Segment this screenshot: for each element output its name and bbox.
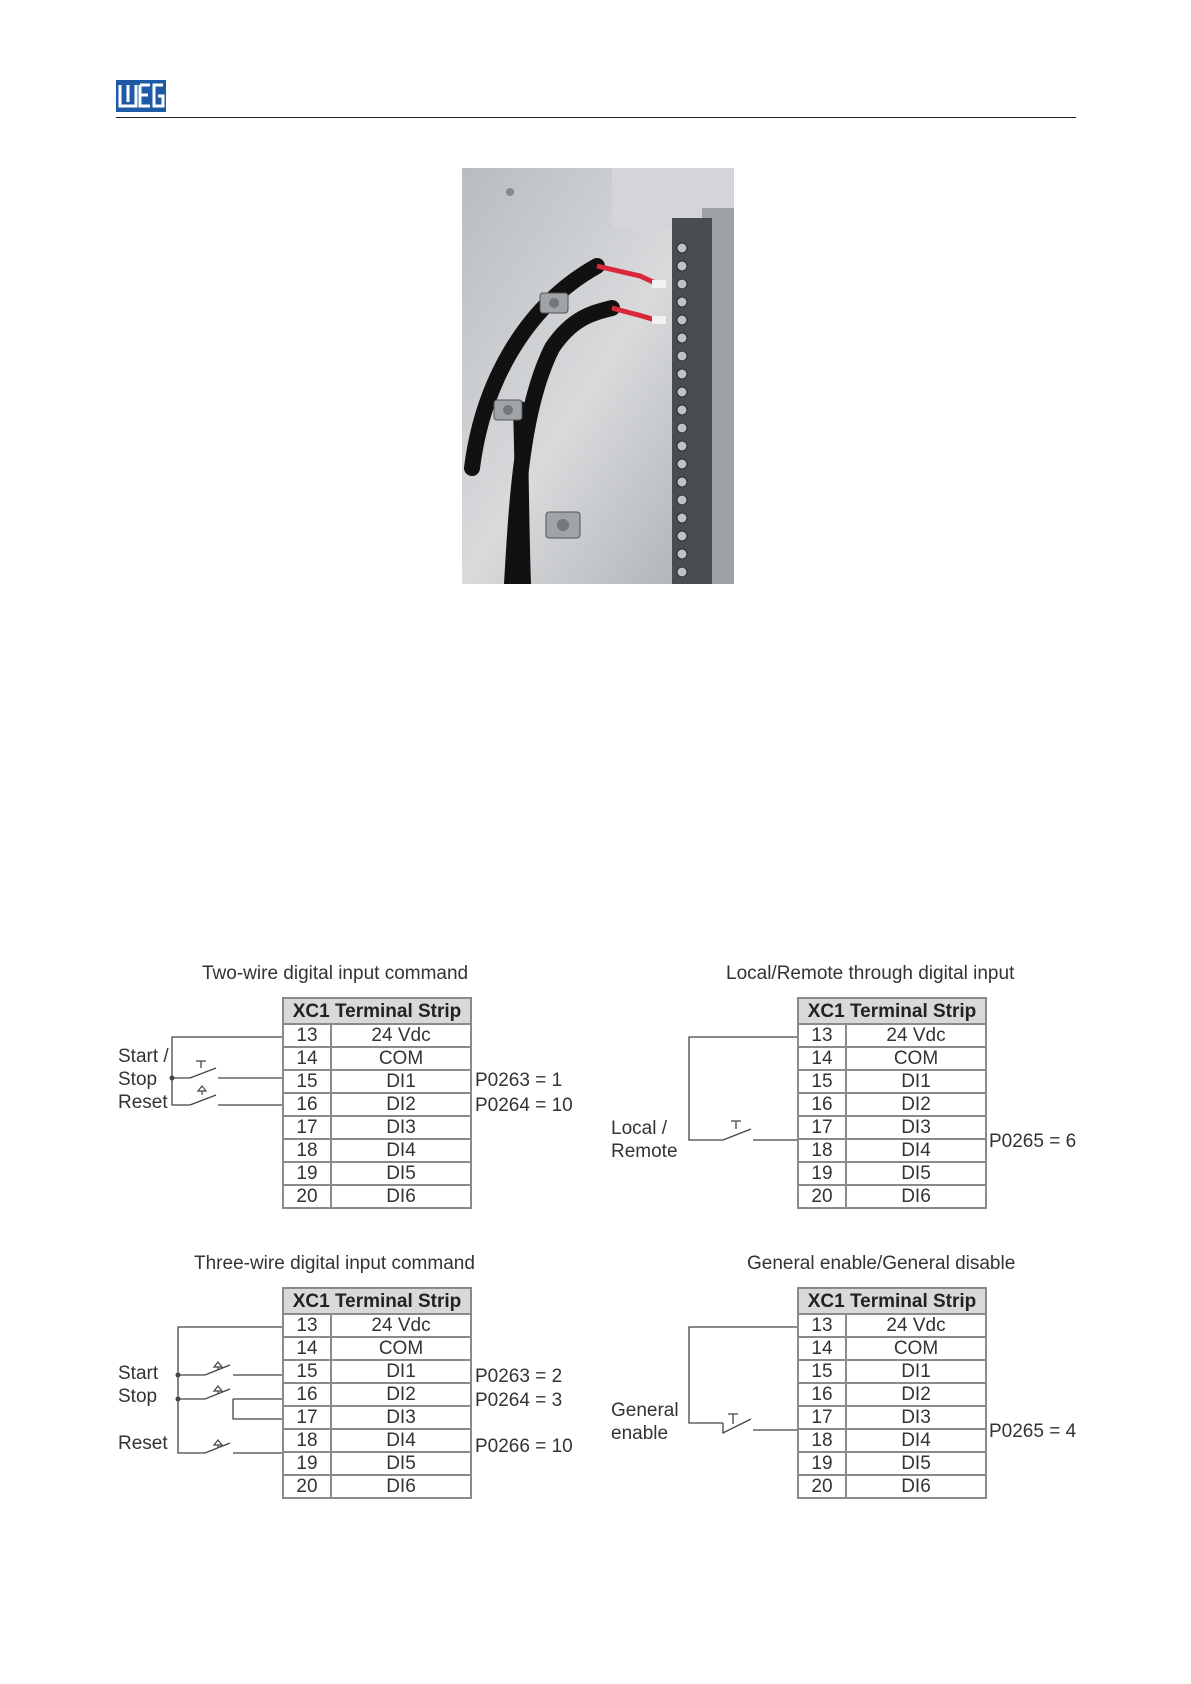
strip-header: XC1 Terminal Strip xyxy=(283,998,471,1024)
label-general: General xyxy=(611,1400,679,1421)
table-row: 15 DI1 xyxy=(283,1360,471,1383)
table-row: 18 DI4 xyxy=(798,1429,986,1452)
table-row: 19 DI5 xyxy=(798,1162,986,1185)
label-reset: Reset xyxy=(118,1433,168,1454)
param-p0265: P0265 = 4 xyxy=(989,1421,1077,1442)
table-row: 17 DI3 xyxy=(283,1406,471,1429)
diagram-two-wire xyxy=(110,960,590,1260)
table-row: 20 DI6 xyxy=(283,1185,471,1208)
diagram-title: Two-wire digital input command xyxy=(202,963,469,984)
param-p0264: P0264 = 3 xyxy=(475,1390,563,1411)
diagram-three-wire xyxy=(110,1250,590,1550)
table-row: 17 DI3 xyxy=(798,1116,986,1139)
strip-header: XC1 Terminal Strip xyxy=(283,1288,471,1314)
param-p0265: P0265 = 6 xyxy=(989,1131,1077,1152)
weg-logo xyxy=(116,80,166,112)
label-reset: Reset xyxy=(118,1092,168,1113)
param-p0264: P0264 = 10 xyxy=(475,1095,573,1116)
param-p0263: P0263 = 1 xyxy=(475,1070,563,1091)
label-stop: Stop xyxy=(118,1386,158,1407)
table-row: 20 DI6 xyxy=(798,1475,986,1498)
strip-header: XC1 Terminal Strip xyxy=(798,998,986,1024)
table-row: 14 COM xyxy=(798,1337,986,1360)
label-start: Start xyxy=(118,1363,159,1384)
terminal-wiring-photo xyxy=(462,168,734,584)
param-p0266: P0266 = 10 xyxy=(475,1436,573,1457)
table-row: 20 DI6 xyxy=(798,1185,986,1208)
diagram-title: General enable/General disable xyxy=(747,1253,1016,1274)
table-row: 19 DI5 xyxy=(283,1452,471,1475)
table-row: 17 DI3 xyxy=(798,1406,986,1429)
table-row: 13 24 Vdc xyxy=(283,1024,471,1047)
diagram-local-remote xyxy=(605,960,1085,1260)
table-row: 13 24 Vdc xyxy=(798,1024,986,1047)
param-p0263: P0263 = 2 xyxy=(475,1366,563,1387)
diagram-title: Local/Remote through digital input xyxy=(726,963,1015,984)
table-row: 14 COM xyxy=(283,1047,471,1070)
table-row: 19 DI5 xyxy=(798,1452,986,1475)
table-row: 16 DI2 xyxy=(283,1093,471,1116)
table-row: 18 DI4 xyxy=(283,1429,471,1452)
table-row: 13 24 Vdc xyxy=(283,1314,471,1337)
table-row: 16 DI2 xyxy=(798,1383,986,1406)
diagram-general-enable xyxy=(605,1250,1085,1550)
table-row: 15 DI1 xyxy=(798,1070,986,1093)
table-row: 18 DI4 xyxy=(283,1139,471,1162)
label-start: Start / xyxy=(118,1046,169,1067)
table-row: 18 DI4 xyxy=(798,1139,986,1162)
table-row: 14 COM xyxy=(798,1047,986,1070)
header-rule xyxy=(116,117,1076,118)
strip-header: XC1 Terminal Strip xyxy=(798,1288,986,1314)
table-row: 14 COM xyxy=(283,1337,471,1360)
table-row: 15 DI1 xyxy=(798,1360,986,1383)
wiring-schematic xyxy=(605,960,1085,1260)
table-row: 16 DI2 xyxy=(283,1383,471,1406)
table-row: 20 DI6 xyxy=(283,1475,471,1498)
label-enable: enable xyxy=(611,1423,669,1444)
label-stop: Stop xyxy=(118,1069,158,1090)
diagram-title: Three-wire digital input command xyxy=(194,1253,475,1274)
table-row: 16 DI2 xyxy=(798,1093,986,1116)
label-local: Local / xyxy=(611,1118,667,1139)
table-row: 13 24 Vdc xyxy=(798,1314,986,1337)
table-row: 15 DI1 xyxy=(283,1070,471,1093)
label-remote: Remote xyxy=(611,1141,678,1162)
table-row: 17 DI3 xyxy=(283,1116,471,1139)
table-row: 19 DI5 xyxy=(283,1162,471,1185)
